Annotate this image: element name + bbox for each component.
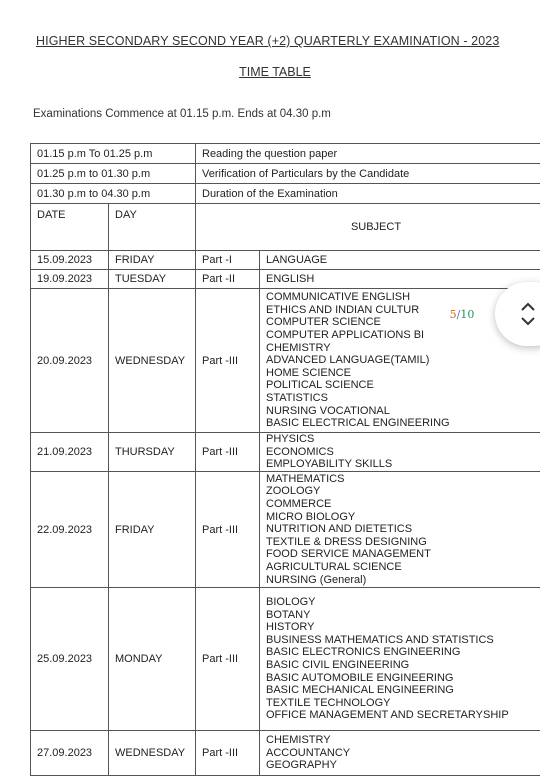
subject-item: BASIC ELECTRICAL ENGINEERING [266,417,540,430]
exam-timing-note: Examinations Commence at 01.15 p.m. Ends at 04.30 p.m [33,108,331,120]
subject-item: PHYSICS [266,433,540,446]
table-row [31,588,540,731]
schedule-activity: Reading the question paper [196,144,540,164]
row-subjects [260,433,540,472]
subject-item: EMPLOYABILITY SKILLS [266,458,540,471]
row-part: Part -III [196,472,260,588]
timetable [30,143,540,776]
row-date: 15.09.2023 [31,251,109,270]
schedule-row [31,184,540,204]
row-date: 20.09.2023 [31,289,109,433]
document-subtitle: TIME TABLE [5,65,540,79]
subject-item: BIOLOGY [266,596,540,609]
table-row [31,731,540,776]
row-day: TUESDAY [109,270,196,289]
chevron-down-icon[interactable] [521,317,535,326]
row-date: 21.09.2023 [31,433,109,472]
schedule-time: 01.15 p.m To 01.25 p.m [31,144,196,164]
subject-item: BUSINESS MATHEMATICS AND STATISTICS [266,634,540,647]
schedule-activity: Verification of Particulars by the Candidate [196,164,540,184]
subject-item: ACCOUNTANCY [266,747,540,760]
row-date: 22.09.2023 [31,472,109,588]
row-day: FRIDAY [109,472,196,588]
table-row [31,251,540,270]
subject-item: BASIC CIVIL ENGINEERING [266,659,540,672]
row-day: WEDNESDAY [109,289,196,433]
row-subjects [260,472,540,588]
subject-item: COMPUTER SCIENCE [266,316,540,329]
total-pages-number: 10 [460,308,474,321]
row-subjects [260,270,540,289]
subject-item: MICRO BIOLOGY [266,511,540,524]
subject-item: ADVANCED LANGUAGE(TAMIL) [266,354,540,367]
subject-item: NURSING VOCATIONAL [266,405,540,418]
subject-item: FOOD SERVICE MANAGEMENT [266,548,540,561]
row-part: Part -III [196,731,260,776]
subject-item: COMMERCE [266,498,540,511]
table-row [31,433,540,472]
subject-item: GEOGRAPHY [266,759,540,772]
schedule-time: 01.30 p.m to 04.30 p.m [31,184,196,204]
subject-item: AGRICULTURAL SCIENCE [266,561,540,574]
row-day: MONDAY [109,588,196,731]
subject-item: HOME SCIENCE [266,367,540,380]
row-date: 27.09.2023 [31,731,109,776]
row-part: Part -II [196,270,260,289]
subject-item: COMMUNICATIVE ENGLISH [266,291,540,304]
subject-item: BASIC MECHANICAL ENGINEERING [266,684,540,697]
row-day: WEDNESDAY [109,731,196,776]
subject-item: TEXTILE TECHNOLOGY [266,697,540,710]
row-part: Part -III [196,433,260,472]
table-row [31,270,540,289]
subject-item: POLITICAL SCIENCE [266,379,540,392]
subject-item: ECONOMICS [266,446,540,459]
subject-item: MATHEMATICS [266,473,540,486]
schedule-activity: Duration of the Examination [196,184,540,204]
subject-item: BASIC ELECTRONICS ENGINEERING [266,646,540,659]
subject-item: LANGUAGE [266,254,540,267]
table-row [31,472,540,588]
subject-item: NUTRITION AND DIETETICS [266,523,540,536]
subject-item: ZOOLOGY [266,485,540,498]
row-part: Part -I [196,251,260,270]
subject-item: COMPUTER APPLICATIONS BI [266,329,540,342]
row-subjects [260,731,540,776]
document-title: HIGHER SECONDARY SECOND YEAR (+2) QUARTERLY EXAMINATION - 2023 [36,34,499,48]
row-part: Part -III [196,289,260,433]
table-header-row [31,204,540,251]
column-header-day: DAY [109,204,196,251]
row-date: 25.09.2023 [31,588,109,731]
column-header-subject: SUBJECT [196,204,540,251]
subject-item: ETHICS AND INDIAN CULTUR [266,304,540,317]
row-day: THURSDAY [109,433,196,472]
schedule-row [31,164,540,184]
current-page-number: 5 [450,308,457,321]
subject-item: CHEMISTRY [266,342,540,355]
row-part: Part -III [196,588,260,731]
subject-item: HISTORY [266,621,540,634]
column-header-date: DATE [31,204,109,251]
subject-item: CHEMISTRY [266,734,540,747]
page-separator: / [457,308,461,321]
row-subjects [260,251,540,270]
subject-item: BOTANY [266,609,540,622]
schedule-time: 01.25 p.m to 01.30 p.m [31,164,196,184]
subject-item: NURSING (General) [266,574,540,587]
subject-item: STATISTICS [266,392,540,405]
subject-item: OFFICE MANAGEMENT AND SECRETARYSHIP [266,709,540,722]
subject-item: TEXTILE & DRESS DESIGNING [266,536,540,549]
row-subjects [260,588,540,731]
page-indicator [432,303,492,325]
row-date: 19.09.2023 [31,270,109,289]
schedule-row [31,144,540,164]
subject-item: ENGLISH [266,273,540,286]
row-day: FRIDAY [109,251,196,270]
subject-item: BASIC AUTOMOBILE ENGINEERING [266,672,540,685]
chevron-up-icon[interactable] [521,302,535,311]
